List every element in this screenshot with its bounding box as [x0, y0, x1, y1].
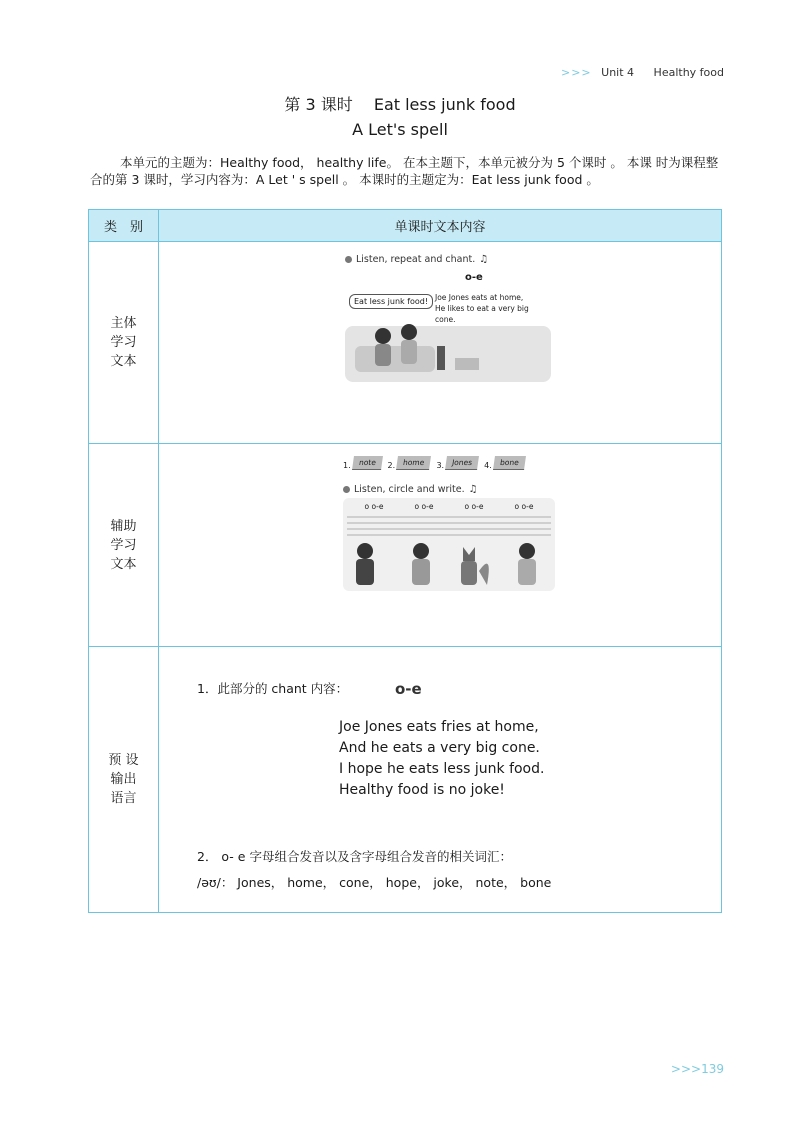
kids-picture — [343, 511, 555, 591]
boys-eating-picture — [345, 316, 551, 382]
bullet-icon — [345, 256, 352, 263]
spelling-illustration — [343, 456, 555, 591]
word-card: Jones — [445, 456, 479, 470]
lesson-table — [88, 209, 722, 913]
table-row — [89, 444, 722, 647]
chant-text — [339, 717, 544, 801]
header-content: 单课时文本内容 — [159, 210, 722, 242]
category-line: 主体 — [110, 316, 137, 331]
choice: o o-e — [414, 502, 434, 511]
row-category — [89, 444, 159, 647]
chant-line: Healthy food is no joke! — [339, 782, 505, 798]
choice: o o-e — [464, 502, 484, 511]
page-subtitle: A Let's spell — [352, 120, 448, 139]
word-cards — [343, 456, 555, 470]
category-line: 输出 — [110, 772, 137, 787]
headphones-icon: ♫ — [479, 254, 489, 265]
word-card-item — [343, 456, 382, 470]
table-header-row — [89, 210, 722, 242]
word-card: home — [396, 456, 431, 470]
page-title: 第 3 课时 Eat less junk food — [284, 95, 516, 114]
page-number: >>>139 — [670, 1062, 724, 1076]
instruction-text: Listen, repeat and chant. — [356, 254, 476, 265]
instruction — [345, 254, 551, 265]
bullet-icon — [343, 486, 350, 493]
running-head-unit: Unit 4 — [601, 66, 635, 79]
pattern-label: o-e — [465, 272, 483, 283]
row-content — [159, 242, 722, 444]
word-card-item — [388, 456, 431, 470]
instruction — [343, 484, 555, 495]
running-head — [561, 66, 724, 79]
category-line: 语言 — [110, 791, 137, 806]
vocabulary-list: /əʊ/： Jones， home， cone， hope， joke， note， bone — [197, 875, 552, 890]
table-row — [89, 647, 722, 913]
running-head-topic: Healthy food — [653, 66, 724, 79]
row-content — [159, 647, 722, 913]
word-number: 3. — [436, 461, 445, 470]
word-number: 4. — [484, 461, 492, 470]
word-number: 1. — [343, 461, 351, 470]
word-number: 2. — [387, 461, 396, 470]
choice-row — [343, 498, 555, 511]
category-line: 文本 — [110, 354, 137, 369]
instruction-text: Listen, circle and write. — [354, 484, 465, 495]
category-line: 学习 — [110, 335, 137, 350]
output-item-2: 2． o- e 字母组合发音以及含字母组合发音的相关词汇： — [197, 849, 512, 864]
output-item-1: 1．此部分的 chant 内容： — [197, 681, 349, 696]
row-content — [159, 444, 722, 647]
word-card: bone — [493, 456, 526, 470]
row-category — [89, 647, 159, 913]
table-row — [89, 242, 722, 444]
header-category: 类 别 — [89, 210, 159, 242]
chant-line: He likes to eat a very big cone. — [435, 304, 529, 324]
speech-bubble: Eat less junk food! — [349, 294, 433, 309]
listening-panel — [343, 498, 555, 591]
chant-line: Joe Jones eats fries at home, — [339, 719, 539, 735]
category-line: 辅助 — [110, 518, 137, 534]
pattern-label: o-e — [395, 685, 422, 695]
chant-illustration — [345, 254, 551, 382]
running-head-arrows: >>> — [561, 66, 592, 79]
word-card-item — [436, 456, 478, 470]
row-category — [89, 242, 159, 444]
word-card-item — [484, 456, 524, 470]
category-line: 文本 — [110, 556, 137, 572]
word-card: note — [352, 456, 383, 470]
chant-line: Joe Jones eats at home, — [435, 293, 524, 302]
chant-line: And he eats a very big cone. — [339, 740, 540, 756]
intro-paragraph: 本单元的主题为：Healthy food， healthy life。 在本主题下，本单元被分为 5 个课时 。 本课 时为课程整合的第 3 课时，学习内容为：A Let ' s spell 。 本课时的主题定为：Eat less junk food 。 — [90, 155, 719, 187]
category-line: 预 设 — [108, 753, 139, 768]
chant-line: I hope he eats less junk food. — [339, 761, 545, 777]
category-line: 学习 — [110, 537, 137, 553]
choice: o o-e — [364, 502, 384, 511]
choice: o o-e — [514, 502, 534, 511]
headphones-icon: ♫ — [468, 484, 478, 495]
